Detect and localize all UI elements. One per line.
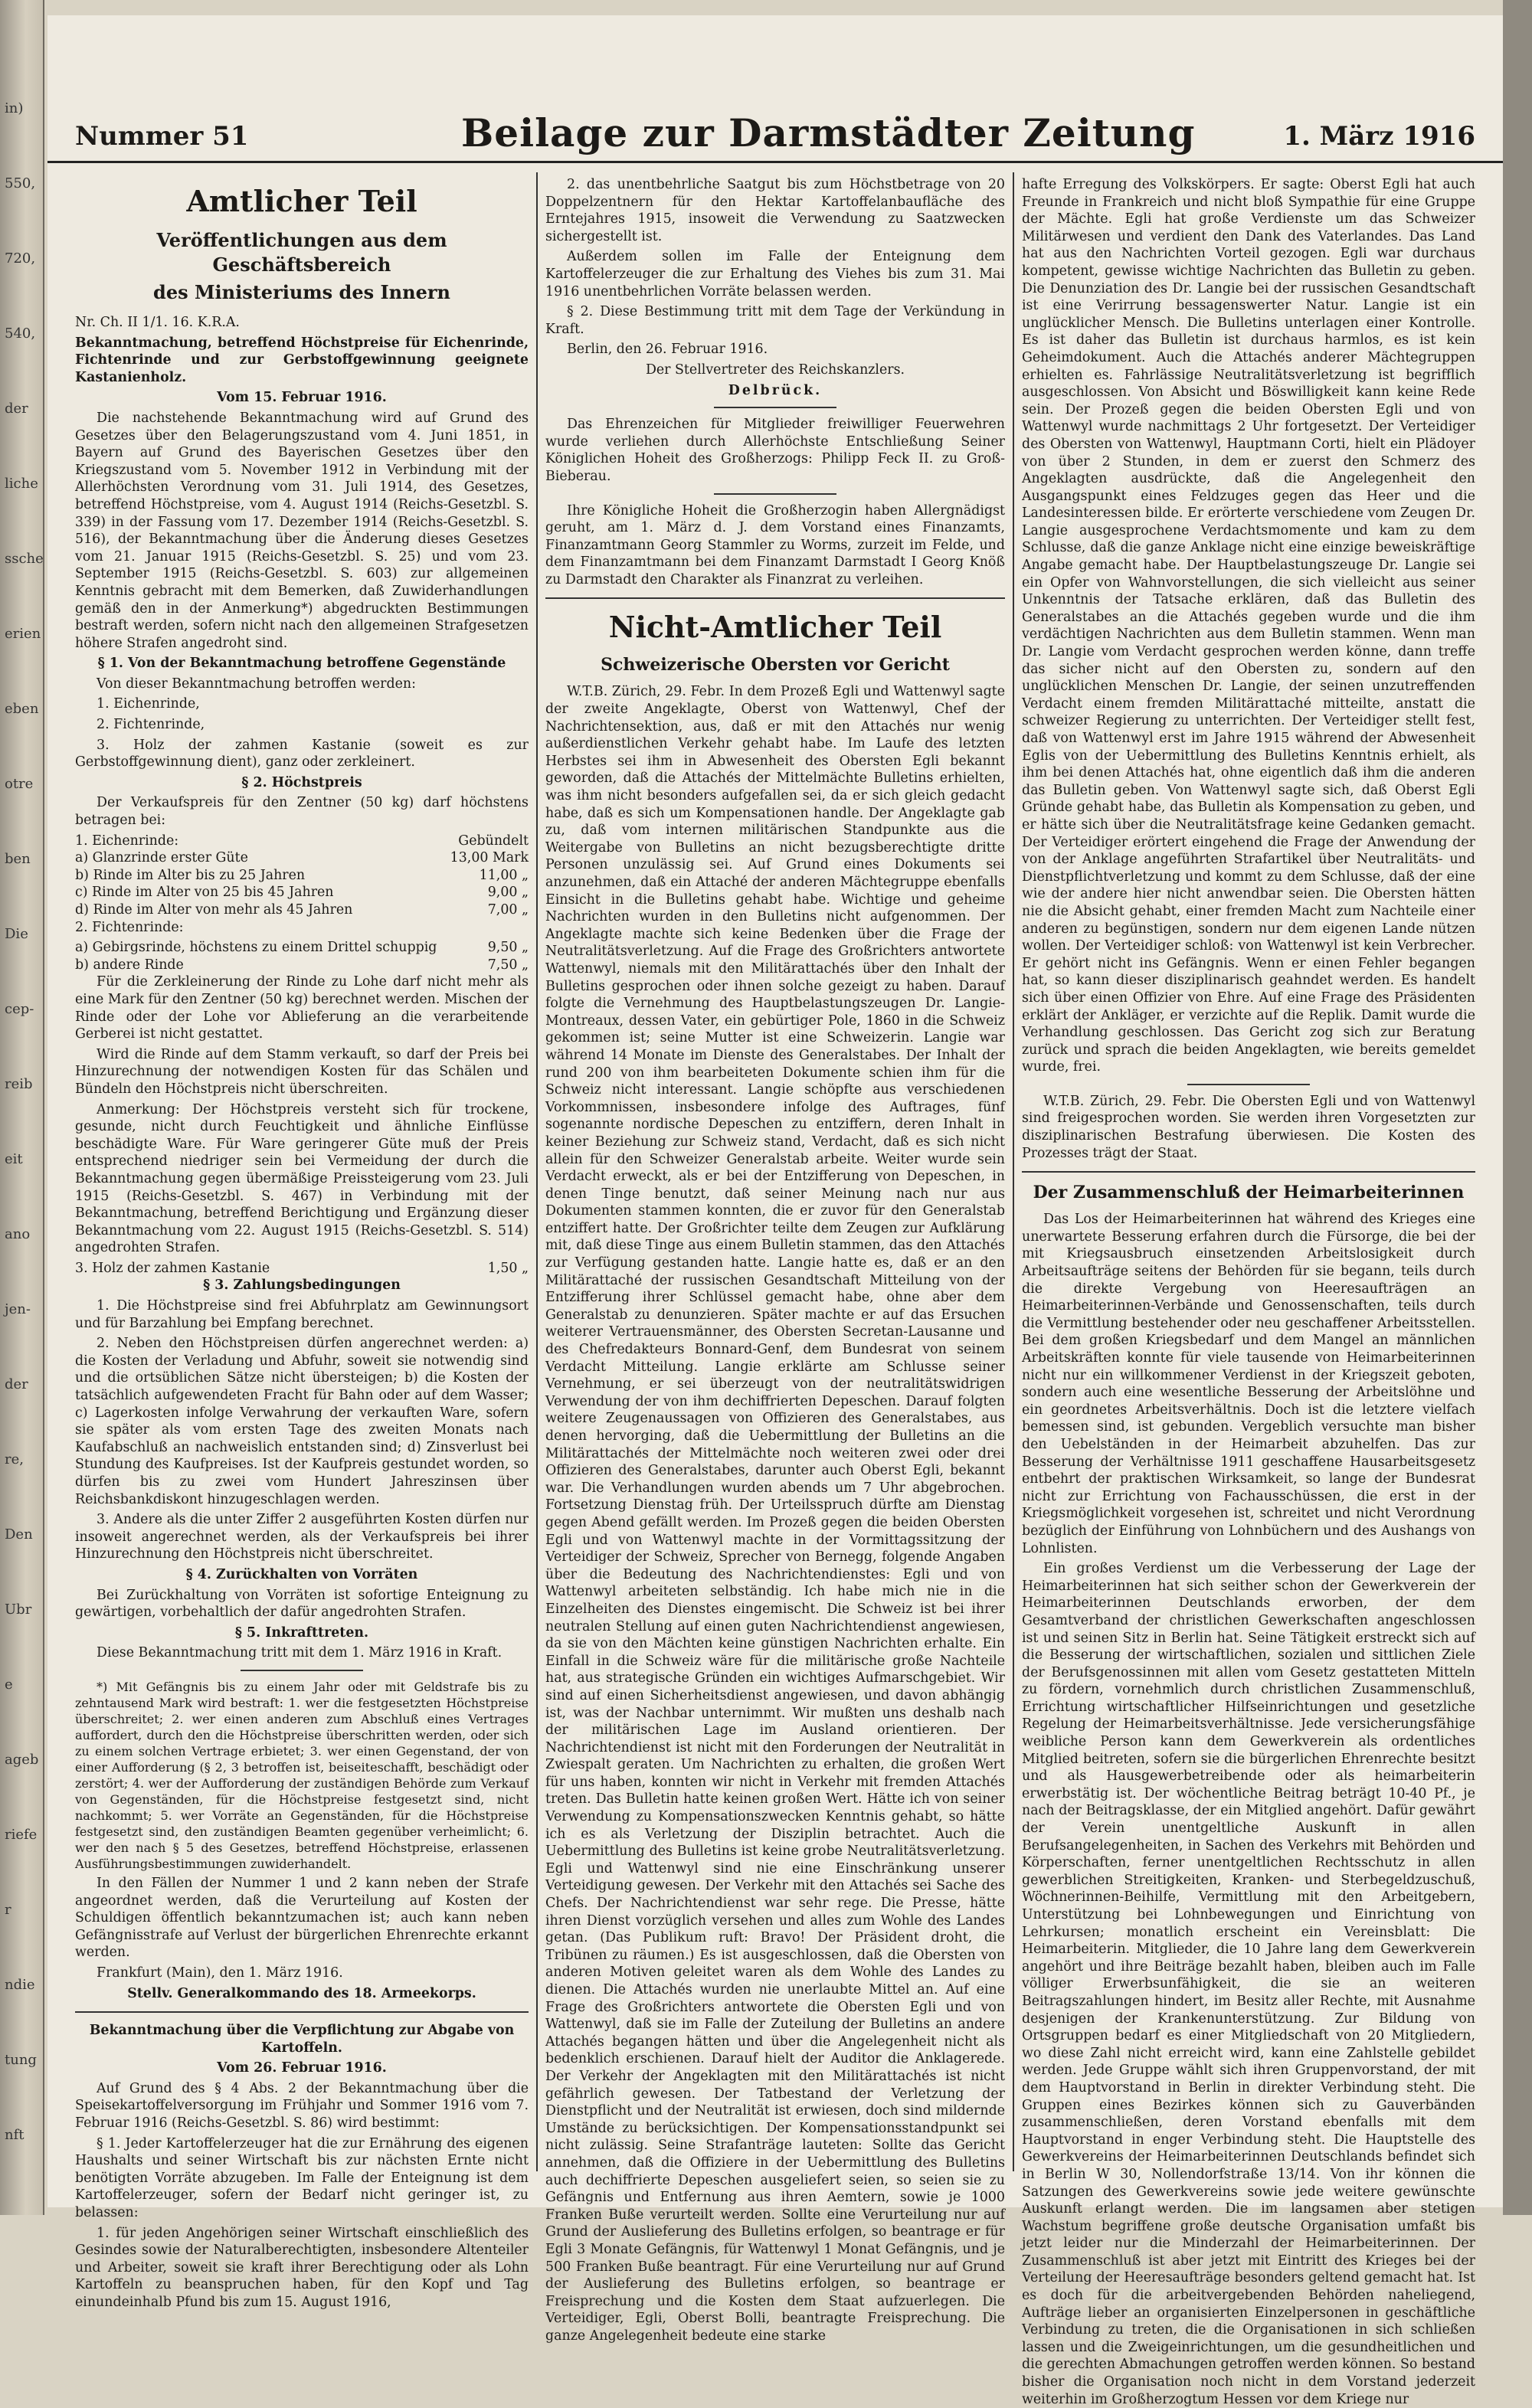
divider [241,1670,363,1671]
section-heading-official: Amtlicher Teil [186,184,417,218]
price-label: c) Rinde im Alter von 25 bis 45 Jahren [75,885,334,901]
price-row [75,1260,529,1278]
paragraph: Von dieser Bekanntmachung betroffen werden: [97,676,416,692]
divider [1022,1171,1475,1173]
edge-fragment: cep- [5,1001,34,1017]
paragraph: 3. Andere als die unter Ziffer 2 ausgeführten Kosten dürfen nur insoweit angerechnet werden, als der Verkaufspreis bei ihrer Hinzurechnung den Höchstpreis nicht überschreitet. [75,1512,529,1562]
price-value: 9,50 „ [487,940,529,956]
price-value: 7,50 „ [487,957,529,973]
notice-date: Vom 26. Februar 1916. [217,2060,387,2076]
subheading-ministry-2: des Ministeriums des Innern [153,281,450,303]
divider [75,2011,529,2013]
column-2 [545,176,1005,2344]
edge-fragment: erien [5,626,41,642]
price-row [75,939,529,957]
paragraph: Wird die Rinde auf dem Stamm verkauft, so darf der Preis bei Hinzurechnung der notwendigen Kosten für das Schälen und Bündeln den Höchstpreis nicht überschreiten. [75,1046,529,1097]
edge-fragment: re, [5,1451,24,1467]
price-row [75,901,529,919]
edge-fragment: liche [5,476,38,492]
list-item: 3. Holz der zahmen Kastanie (soweit es zur Gerbstoffgewinnung dient), ganz oder zerkleinert. [75,737,529,770]
price-value: 9,00 „ [487,885,529,901]
newspaper-title: Beilage zur Darmstädter Zeitung [461,110,1196,155]
price-table-header [75,833,529,850]
paragraph: Das Ehrenzeichen für Mitglieder freiwilliger Feuerwehren wurde verliehen durch Allerhöchste Entschließung Seiner Königlichen Hoheit des Großherzogs: Philipp Feck II. zu Groß-Bieberau. [545,417,1005,484]
article-body: W.T.B. Zürich, 29. Febr. In dem Prozeß Egli und Wattenwyl sagte der zweite Angeklagte, Oberst von Wattenwyl, Chef der Nachrichtensektion, aus, daß er mit den Attachés nur wenig außerdienstlichen Verkehr gehabt habe. Im Laufe des letzten Herbstes sei ihm in Abwesenheit des Obersten Egli bekannt geworden, daß die Attachés der Mittelmächte Bulletins erhielten, was ihm nicht besonders aufgefallen sei, da er sich gleich gedacht habe, daß es sich um Kompensationen handle. Der Angeklagte gab zu, daß vom internen militärischen Standpunkte aus die Weitergabe von Bulletins an nicht bezugsberechtigte dritte Personen unzulässig sei. Auf Grund eines Dokuments sei anzunehmen, daß ein Attaché der anderen Mächtegruppe ebenfalls Einsicht in die Bulletins gehabt habe. Wichtige und geheime Nachrichten wurden in den Bulletins nicht aufgenommen. Der Angeklagte machte sich keine Bedenken über die Frage der Neutralitätsverletzung. Auf die Frage des Großrichters antwortete Wattenwyl, niemals mit den Militärattachés über den Inhalt der Bulletins gesprochen oder ihnen solche gezeigt zu haben. Darauf folgte die Vernehmung des Hauptbelastungszeugen Dr. Langie-Montreaux, dessen Vater, ein gebürtiger Pole, 1860 in die Schweiz gekommen ist; seine Mutter ist eine Schweizerin. Langie war während 14 Monate im Dienste des Generalstabes. Der Inhalt der rund 200 von ihm bearbeiteten Dokumente schien ihm für die Schweiz nicht interessant. Langie schöpfte aus verschiedenen Vorkommnissen, insbesondere infolge des Auftrages, fünf sogenannte nordische Depeschen zu entziffern, deren Inhalt in keiner Beziehung zur Schweiz stand, Verdacht, daß es sich nicht allein für den Schweizer Generalstab arbeite. Weiter wurde sein Verdacht erweckt, als er bei der Entzifferung von Depeschen, in denen Tinge benutzt, daß seiner Meinung nach nur aus Dokumenten stammen konnten, die er zuvor für den Generalstab entziffert hatte. Der Großrichter teilte dem Zeugen zur Aufklärung mit, daß diese Tinge aus einem Bulletin stammen, das den Attachés zur Verfügung gestanden hatte. Langie hatte es, daß er an den Militärattaché der russischen Gesandtschaft Mitteilung von der Entzifferung ihrer Schlüssel gemacht habe, ohne aber dem Generalstab zu denunzieren. Später machte er auf das Ersuchen weiterer Vertrauensmänner, des Obersten Secretan-Lausanne und des Chefredakteurs Bonnard-Genf, dem Bundesrat von seinem Verdacht Mitteilung. Langie erklärte am Schlusse seiner Vernehmung, er sei überzeugt von der neutralitätswidrigen Verwendung der von ihm dechiffrierten Depeschen. Darauf folgten weitere Zeugenaussagen von Offizieren des Generalstabes, aus denen hervorging, daß die Uebermittlung der Bulletins an die Militärattachés der Mittelmächte noch weiteren zwei oder drei Offizieren des Generalstabes, darunter auch Oberst Egli, bekannt war. Die Verhandlungen wurden abends um 7 Uhr abgebrochen. Fortsetzung Dienstag früh. Der Urteilsspruch dürfte am Dienstag gegen Abend gefällt werden. Im Prozeß gegen die beiden Obersten Egli und von Wattenwyl machte in der Vormittagssitzung der Verteidiger der Schweiz, Sprecher von Bernegg, folgende Angaben über die Bedeutung des Nachrichtendienstes: Egli und von Wattenwyl arbeiteten selbständig. Ich habe mich nie in die Einzelheiten des Dienstes eingemischt. Die Schweiz ist bei ihrer neutralen Stellung auf einen guten Nachrichtendienst angewiesen, da sie von den Mächten keine günstigen Nachrichten erhalte. Ein Einfall in die Schweiz wäre für die militärische große Nachteile hat, aus strategische Gründen ein wichtiges Aufmarschgebiet. Wir sind auf einen Sicherheitsdienst angewiesen, und davon abhängig ist, was der Nachbar unternimmt. Wir mußten uns deshalb nach der militärischen Lage im Ausland orientieren. Der Nachrichtendienst ist nicht mit den Forderungen der Neutralität in Zwiespalt geraten. Um Nachrichten zu erhalten, die großen Wert für uns haben, konnten wir nicht in Verkehr mit fremden Attachés treten. Das Bulletin hatte keinen großen Wert. Hätte ich von seiner Verwendung zu Kompensationszwecken Kenntnis gehabt, so hätte ich es als Verletzung der Disziplin betrachtet. Auch die Uebermittlung des Bulletins ist keine grobe Neutralitätsverletzung. Egli und Wattenwyl sind nie eine Einschränkung unserer Verteidigung gewesen. Der Verkehr mit den Attachés sei Sache des Chefs. Der Nachrichtendienst war sehr rege. Die Presse, hätte ihren Dienst vorzüglich versehen und alles zum Wohle des Landes getan. (Das Publikum ruft: Bravo! Der Präsident droht, die Tribünen zu räumen.) Es ist ausgeschlossen, daß die Obersten von anderen Motiven geleitet waren als dem Wohle des Landes zu dienen. Die Attachés wurden nie unerlaubte Mittel an. Auf eine Frage des Großrichters antwortete die Obersten Egli und von Wattenwyl, daß sie im Falle der Zuteilung der Bulletins an andere Attachés begangen hätten und über die Angelegenheit nicht als bedenklich erschienen. Darauf hielt der Auditor die Anklagerede. Der Verkehr der Angeklagten mit den Militärattachés ist nicht gefährlich gewesen. Der Tatbestand der Verletzung der Dienstpflicht und der Neutralität ist erwiesen, doch sind mildernde Umstände zu berücksichtigen. Der Kompensationsstandpunkt sei nicht zulässig. Seine Strafanträge lauteten: Sollte das Gericht annehmen, daß die Offiziere in der Uebermittlung des Bulletins auch dechiffrierte Depeschen ausgeliefert seien, so seien sie zu Gefängnis und Entfernung aus ihren Aemtern, sowie je 1000 Franken Buße verurteilt werden. Sollte eine Verurteilung nur auf Grund der Auslieferung des Bulletins erfolgen, so beantrage er für Egli 3 Monate Gefängnis, für Wattenwyl 1 Monat Gefängnis, und je 500 Franken Buße beantragt. Für eine Verurteilung nur auf Grund der Auslieferung des Bulletins erfolgen, so beantrage er Freisprechung und die Kosten dem Staat aufzuerlegen. Die Verteidiger, Egli, Oberst Bolli, beantragte Freisprechung. Die ganze Angelegenheit bedeute eine starke [545,684,1005,2344]
price-row [75,867,529,885]
price-value: 11,00 „ [479,867,529,883]
paragraph: Diese Bekanntmachung tritt mit dem 1. März 1916 in Kraft. [97,1645,502,1661]
edge-fragment: r [5,1902,11,1918]
notice-title: Bekanntmachung über die Verpflichtung zur Abgabe von Kartoffeln. [89,2023,515,2056]
edge-fragment: 540, [5,326,36,342]
list-item: 1. Eichenrinde: [75,833,179,849]
newspaper-page [47,15,1503,2407]
edge-fragment: ben [5,851,31,867]
edge-fragment: der [5,401,28,417]
paragraph: § 2. Diese Bestimmung tritt mit dem Tage der Verkündung in Kraft. [545,304,1005,337]
paragraph: Die nachstehende Bekanntmachung wird auf Grund des Gesetzes über den Belagerungszustand vom 4. Juni 1851, in Bayern auf Grund des Bayerischen Gesetzes über den Kriegszustand vom 5. November 1912 in Verbindung mit der Allerhöchsten Verordnung vom 31. Juli 1914, des Gesetzes, betreffend Höchstpreise, vom 4. August 1914 (Reichs-Gesetzbl. S. 339) in der Fassung vom 17. Dezember 1914 (Reichs-Gesetzbl. S. 516), der Bekanntmachung über die Änderung dieses Gesetzes vom 21. Januar 1915 (Reichs-Gesetzbl. S. 25) und vom 23. September 1915 (Reichs-Gesetzbl. S. 603) zur allgemeinen Kenntnis gebracht mit dem Bemerken, daß Zuwiderhandlungen gemäß den in der Anmerkung*) abgedruckten Bestimmungen bestraft werden, sofern nicht nach den allgemeinen Strafgesetzen höhere Strafen angedroht sind. [75,410,529,651]
edge-fragment: otre [5,776,34,792]
edge-fragment: 550, [5,175,36,191]
column-rule-1 [536,172,538,2171]
edge-fragment: ano [5,1226,31,1242]
edge-fragment: eben [5,701,39,717]
edge-fragment: reib [5,1076,33,1092]
price-label: b) Rinde im Alter bis zu 25 Jahren [75,867,306,883]
dateline: Berlin, den 26. Februar 1916. [567,342,768,358]
issuing-authority: Stellv. Generalkommando des 18. Armeekorps. [127,1985,476,2001]
price-row [75,849,529,867]
masthead [47,107,1503,163]
issue-date: 1. März 1916 [1283,121,1475,152]
paragraph: Auf Grund des § 4 Abs. 2 der Bekanntmachung über die Speisekartoffelversorgung im Frühjahr und Sommer 1916 vom 7. Februar 1916 (Reichs-Gesetzbl. S. 86) wird bestimmt: [75,2080,529,2132]
price-label: a) Glanzrinde erster Güte [75,850,248,866]
divider [545,597,1005,599]
price-label: d) Rinde im Alter von mehr als 45 Jahren [75,902,353,918]
edge-fragment: Den [5,1526,33,1543]
column-1 [75,176,529,2310]
article-headline: Schweizerische Obersten vor Gericht [601,655,950,676]
section-title: § 1. Von der Bekanntmachung betroffene Gegenstände [97,656,506,672]
column-3 [1022,176,1475,2407]
edge-fragment: tung [5,2052,37,2068]
edge-fragment: der [5,1376,28,1392]
price-label: 3. Holz der zahmen Kastanie [75,1260,270,1276]
column-rule-2 [1013,172,1014,2171]
edge-fragment: ageb [5,1752,39,1768]
section-title: § 4. Zurückhalten von Vorräten [185,1566,418,1582]
paragraph: 2. Neben den Höchstpreisen dürfen angerechnet werden: a) die Kosten der Verladung und Abfuhr, soweit sie notwendig sind und die ortsüblichen Sätze nicht übersteigen; b) die Kosten der tatsächlich aufgewendeten Fracht für Bahn oder auf dem Wasser; c) Lagerkosten infolge Verwahrung der verkauften Ware, sofern sie später als vom ersten Tage des zweiten Monats nach Kaufabschluß an nachweislich entstanden sind; d) Zinsverlust bei Stundung des Kaufpreises. Ist der Kaufpreis gestundet worden, so dürfen bis zu zwei vom Hundert Jahreszinsen über Reichsbankdiskont hinzugeschlagen werden. [75,1336,529,1507]
edge-fragment: Ubr [5,1602,32,1618]
list-item: 2. Fichtenrinde, [97,717,205,733]
right-page-edge [1503,0,1532,2215]
article-body: hafte Erregung des Volkskörpers. Er sagte: Oberst Egli hat auch Freunde in Frankreich und nicht bloß Sympathie für eine Gruppe der Mächte. Egli hat große Verdienste um das Schweizer Militärwesen und verdient den Dank des Vaterlandes. Das Land hat aus den Nachrichten Vorteil gezogen. Egli war durchaus kompetent, gewisse wichtige Nachrichten das Bulletin zu geben. Die Denunziation des Dr. Langie bei der russischen Gesandtschaft ist eine Verirrung bessagenswerter Natur. Langie ist ein unglücklicher Mensch. Die Bulletins unterlagen einer Kontrolle. Es ist daher das Bulletin ist durchaus harmlos, es ist kein Geheimdokument. Auch die Attachés anderer Mächtegruppen erhielten es. Fahrlässige Neutralitätsverletzung ist begrifflich ausgeschlossen. Von Absicht und Böswilligkeit kann keine Rede sein. Der Prozeß gegen die beiden Obersten Egli und von Wattenwyl wurde nachmittags 2 Uhr fortgesetzt. Der Verteidiger des Obersten von Wattenwyl, Hauptmann Corti, hielt ein Plädoyer von über 2 Stunden, in dem er zuerst den Schmerz des Angeklagten ausdrückte, daß die Angelegenheit den Ausgangspunkt eines Feldzuges gegen das Heer und die Landesinteressen bilde. Er erörterte verschiedene vom Zeugen Dr. Langie ausgesprochene Verdachtsmomente und kam zu dem Schlusse, daß die ganze Anklage nicht eine einzige beweiskräftige Angabe gemacht habe. Der Hauptbelastungszeuge Dr. Langie sei ein Opfer von Wahnvorstellungen, die sich vielleicht aus seiner Unkenntnis der Tatsache erklären, daß das Bulletin des Generalstabes an die Attachés gegeben wurde und die ihm verdächtigen Nachrichten aus dem Bulletin stammen. Wenn man Dr. Langie vom Verdacht gesprochen werden könne, dann treffe das sicher nicht auf den Obersten zu, sondern auf den unglücklichen Menschen Dr. Langie, der seinen unzutreffenden Verdacht einem fremden Militärattaché mitteilte, anstatt die schweizer Regierung zu unterrichten. Der Verteidiger stellt fest, daß von Wattenwyl erst im Jahre 1915 während der Abwesenheit Eglis von der Uebermittlung des Bulletins Kenntnis erhielt, als ihm bei denen Attachés hat, ohne eigentlich daß ihm die anderen das Bulletin geben. Von Wattenwyl sagte sich, daß Oberst Egli Gründe gehabt habe, das Bulletin als Kompensation zu geben, und er hätte sich über die Neutralitätsfrage keine Gedanken gemacht. Der Verteidiger erörtert eingehend die Frage der Anwendung der von der Anklage angeführten Strafartikel über Neutralitäts- und Dienstpflichtverletzung und kommt zu dem Schlusse, daß der eine wie der andere hier nicht anwendbar seien. Die Obersten hätten nie die Absicht gehabt, einer fremden Macht zum Nachteile einer anderen zu begünstigen, sondern nur dem eigenen Lande nützen wollen. Der Verteidiger schloß: von Wattenwyl ist kein Verbrecher. Er gehört nicht ins Gefängnis. Wenn er einen Fehler begangen hat, so kann dieser disziplinarisch geahndet werden. Es handelt sich über einen Offizier von Ehre. Auf eine Frage des Präsidenten erklärt der Ankläger, er verzichte auf die Replik. Damit wurde die Verhandlung geschlossen. Das Gericht zog sich zur Beratung zurück und sprach die beiden Angeklagten, wie bereits gemeldet wurde, frei. [1022,177,1475,1075]
price-row [75,957,529,974]
section-title: § 2. Höchstpreis [241,774,362,790]
paragraph: Der Verkaufspreis für den Zentner (50 kg) darf höchstens betragen bei: [75,795,529,829]
paragraph: Bei Zurückhaltung von Vorräten ist sofortige Enteignung zu gewärtigen, vorbehaltlich der dafür angedrohten Strafen. [75,1587,529,1621]
signature-title: Der Stellvertreter des Reichskanzlers. [645,362,905,378]
footnote: *) Mit Gefängnis bis zu einem Jahr oder mit Geldstrafe bis zu zehntausend Mark wird bestraft: 1. wer die festgesetzten Höchstpreise überschreitet; 2. wer einen anderen zum Abschluß eines Vertrages auffordert, durch den die Höchstpreise überschritten werden, oder sich zu einem solchen Vertrage erbietet; 3. wer einen Gegenstand, der von einer Aufforderung (§ 2, 3 betroffen ist, beiseiteschafft, beschädigt oder zerstört; 4. wer der Aufforderung der zuständigen Behörde zum Verkauf von Gegenständen, für die Höchstpreise festgesetzt sind, nicht nachkommt; 5. wer Vorräte an Gegenständen, für die Höchstpreise festgesetzt sind, den zuständigen Beamten gegenüber verheimlicht; 6. wer den nach § 5 des Gesetzes, betreffend Höchstpreise, erlassenen Ausführungsbestimmungen zuwiderhandelt. [75,1679,529,1871]
edge-fragment: e [5,1677,13,1693]
unit-label: Gebündelt [458,833,529,849]
divider [714,493,836,495]
price-row [75,884,529,901]
price-label: a) Gebirgsrinde, höchstens zu einem Drittel schuppig [75,940,437,956]
signature-name: Delbrück. [728,382,823,398]
section-title: § 5. Inkrafttreten. [234,1624,369,1641]
issue-number: Nummer 51 [75,121,249,152]
edge-fragment: 720, [5,250,36,267]
paragraph: Außerdem sollen im Falle der Enteignung dem Kartoffelerzeuger die zur Erhaltung des Viehes bis zum 31. Mai 1916 unentbehrlichen Vorräte belassen werden. [545,249,1005,299]
list-item: 2. Fichtenrinde: [75,919,184,935]
list-item: 1. Eichenrinde, [97,696,200,712]
article-headline: Der Zusammenschluß der Heimarbeiterinnen [1033,1183,1465,1203]
price-value: 13,00 Mark [450,850,529,866]
edge-fragment: Die [5,926,28,942]
price-label: b) andere Rinde [75,957,184,973]
paragraph: 1. Die Höchstpreise sind frei Abfuhrplatz am Gewinnungsort und für Barzahlung bei Empfang berechnet. [75,1298,529,1331]
notice-title: Bekanntmachung, betreffend Höchstpreise für Eichenrinde, Fichtenrinde und zur Gerbstoffgewinnung geeignete Kastanienholz. [75,335,529,385]
notice-date: Vom 15. Februar 1916. [217,390,387,406]
paragraph: In den Fällen der Nummer 1 und 2 kann neben der Strafe angeordnet werden, daß die Verurteilung auf Kosten der Schuldigen öffentlich bekanntzumachen ist; auch kann neben Gefängnisstrafe auf Verlust der bürgerlichen Ehrenrechte erkannt werden. [75,1875,529,1961]
edge-fragment: riefe [5,1827,38,1843]
edge-fragment: eit [5,1151,23,1167]
dateline: Frankfurt (Main), den 1. März 1916. [97,1965,343,1981]
paragraph: § 1. Jeder Kartoffelerzeuger hat die zur Ernährung des eigenen Haushalts und seiner Wirtschaft bis zur nächsten Ernte nicht benötigten Vorräte abzugeben. Im Falle der Enteignung ist dem Kartoffelerzeuger, sofern der Bedarf nicht geringer ist, zu belassen: [75,2135,529,2221]
paragraph: 1. für jeden Angehörigen seiner Wirtschaft einschließlich des Gesindes sowie der Naturalberechtigten, insbesondere Altenteiler und Arbeiter, soweit sie kraft ihrer Berechtigung oder als Lohn Kartoffeln zu beanspruchen haben, für den Kopf und Tag einundeinhalb Pfund bis zum 15. August 1916, [75,2225,529,2310]
paragraph: W.T.B. Zürich, 29. Febr. Die Obersten Egli und von Wattenwyl sind freigesprochen worden. Sie werden ihren Vorgesetzten zur disziplinarischen Bestrafung überwiesen. Die Kosten des Prozesses trägt der Staat. [1022,1093,1475,1161]
edge-fragment: ssche [5,551,44,567]
divider [1187,1084,1310,1085]
paragraph: Anmerkung: Der Höchstpreis versteht sich für trockene, gesunde, nicht durch Feuchtigkeit und ähnliche Einflüsse beschädigte Ware. Für Ware geringerer Güte muß der Preis entsprechend niedriger sein bei Vermeidung der durch die Bekanntmachung gegen übermäßige Preissteigerung vom 23. Juli 1915 (Reichs-Gesetzbl. S. 467) in Verbindung mit der Bekanntmachung, betreffend Berichtigung und Ergänzung dieser Bekanntmachung vom 22. August 1915 (Reichs-Gesetzbl. S. 514) angedrohten Strafen. [75,1101,529,1256]
price-value: 7,00 „ [487,902,529,918]
edge-fragment: jen- [5,1301,31,1317]
paragraph: Ihre Königliche Hoheit die Großherzogin haben Allergnädigst geruht, am 1. März d. J. dem Vorstand eines Finanzamts, Finanzamtmann Georg Stammler zu Worms, zurzeit im Felde, und dem Finanzamtmann bei dem Finanzamt Darmstadt I Georg Knöß zu Darmstadt den Charakter als Finanzrat zu verleihen. [545,502,1005,587]
edge-fragment: ndie [5,1977,35,1993]
paragraph: 2. das unentbehrliche Saatgut bis zum Höchstbetrage von 20 Doppelzentnern für den Hektar Kartoffelanbaufläche des Erntejahres 1915, insoweit die Verwendung zu Saatzwecken sichergestellt ist. [545,177,1005,244]
section-heading-nonofficial: Nicht-Amtlicher Teil [608,610,942,645]
article-body: Das Los der Heimarbeiterinnen hat während des Krieges eine unerwartete Besserung erfahren durch die Fürsorge, die bei der mit Kriegsausbruch einsetzenden Arbeitslosigkeit durch Arbeitsaufträge seitens der Behörden für sie begann, teils durch die direkte Vergebung von Heeresaufträgen an Heimarbeiterinnen-Verbände und Genossenschaften, teils durch die Vermittlung bestehender oder neu geschaffener Arbeitsstellen. Bei dem großen Kriegsbedarf und dem Mangel an männlichen Arbeitskräften konnte für viele tausende von Heimarbeiterinnen nicht nur ein willkommener Verdienst in der Kriegszeit geboten, sondern auch eine wesentliche Besserung der Arbeitslöhne und ein geordnetes Arbeitsverhältnis. Doch ist die letztere vielfach bemessen sind, ist gebunden. Vergeblich versuchte man bisher den Uebelständen in der Heimarbeit abzuhelfen. Das zur Besserung der Verhältnisse 1911 geschaffene Hausarbeitsgesetz entbehrt der praktischen Wirksamkeit, so lange der Bundesrat nicht zur Errichtung von Fachausschüssen, die erst in der Kriegsmöglichkeit vorgesehen ist, schreitet und nicht Verordnung bezüglich der Einführung von Lohnbüchern und des Aushangs von Lohnlisten. [1022,1212,1475,1556]
paragraph: Für die Zerkleinerung der Rinde zu Lohe darf nicht mehr als eine Mark für den Zentner (50 kg) berechnet werden. Mischen der Rinde oder der Lohe vor Ablieferung an die verarbeitende Gerberei ist nicht gestattet. [75,974,529,1042]
subheading-ministry-1: Veröffentlichungen aus dem Geschäftsbereich [156,229,447,276]
left-page-edge [0,0,44,2215]
divider [714,407,836,408]
price-value: 1,50 „ [487,1260,529,1276]
reference-number: Nr. Ch. II 1/1. 16. K.R.A. [75,315,240,330]
section-title: § 3. Zahlungsbedingungen [203,1278,401,1294]
edge-fragment: nft [5,2127,25,2143]
edge-fragment: in) [5,100,24,116]
article-body: Ein großes Verdienst um die Verbesserung der Lage der Heimarbeiterinnen hat sich seither schon der Gewerkverein der Heimarbeiterinnen Deutschlands erworben, der dem Gesamtverband der christlichen Gewerkschaften angeschlossen ist und seinen Sitz in Berlin hat. Seine Tätigkeit erstreckt sich auf die Besserung der wirtschaftlichen, sozialen und sittlichen Ziele der Berufsgenossinnen mit allen vom Gesetz gestatteten Mitteln zu fördern, vornehmlich durch christlichen Zusammenschluß, Errichtung wirtschaftlicher Hilfseinrichtungen und gesetzliche Regelung der Heimarbeitsverhältnisse. Jede versicherungsfähige weibliche Person kann dem Gewerkverein als ordentliches Mitglied beitreten, sofern sie die bürgerlichen Ehrenrechte besitzt und als Hausgewerbetreibende oder als heimarbeiterin erwerbstätig ist. Der wöchentliche Beitrag beträgt 10-40 Pf., je nach der Beitragsklasse, der ein Mitglied angehört. Dafür gewährt der Verein unentgeltliche Auskunft in allen Berufsangelegenheiten, in Sachen des Verkehrs mit Behörden und Körperschaften, ferner unentgeltlichen Rechtsschutz in allen gewerblichen Streitigkeiten, Kranken- und Sterbegeldzuschuß, Wöchnerinnen-Beihilfe, Vermittlung mit den Arbeitgebern, Unterstützung bei Lohnbewegungen und Einrichtung von Lehrkursen; monatlich erscheint ein Vereinsblatt: Die Heimarbeiterin. Mitglieder, die 10 Jahre lang dem Gewerkverein angehört und ihre Beiträge bezahlt haben, bleiben auch im Falle völliger Erwerbsunfähigkeit, die sie an weiteren Beitragszahlungen hindert, im Besitz aller Rechte, mit Ausnahme desjenigen der Krankenunterstützung. Zur Bildung von Ortsgruppen bedarf es einer Mitgliedschaft von 20 Mitgliedern, wo diese Zahl nicht erreicht wird, kann eine Zahlstelle gebildet werden. Jede Gruppe wählt sich ihren Gruppenvorstand, der mit dem Hauptvorstand in Berlin in direkter Verbindung steht. Die Gruppen eines Bezirkes können sich zu Gauverbänden zusammenschließen, deren Vorstand ebenfalls mit dem Hauptvorstand in enger Verbindung steht. Die Hauptstelle des Gewerkvereins der Heimarbeiterinnen Deutschlands befindet sich in Berlin W 30, Nollendorfstraße 13/14. Von ihr können die Satzungen des Gewerkvereins sowie jede weitere gewünschte Auskunft erlangt werden. Die im langsamen aber stetigen Wachstum begriffene große deutsche Organisation umfaßt bis jetzt leider nur die Minderzahl der Heimarbeiterinnen. Der Zusammenschluß ist aber jetzt mit Eintritt des Krieges bei der Verteilung der Heeresaufträge besonders geltend gemacht hat. Ist es doch für die arbeitvergebenden Behörden naheliegend, Aufträge lieber an organisierten Einzelpersonen in geschäftliche Verbindung zu treten, die die Organisationen in sich schließen lassen und die Zweigeinrichtungen, um die gesundheitlichen und die gerechten Abmachungen getroffen werden können. So bestand bisher die Organisation noch nicht in dem Vorstand jederzeit weiterhin im Großherzogtum Hessen vor dem Kriege nur [1022,1561,1475,2407]
